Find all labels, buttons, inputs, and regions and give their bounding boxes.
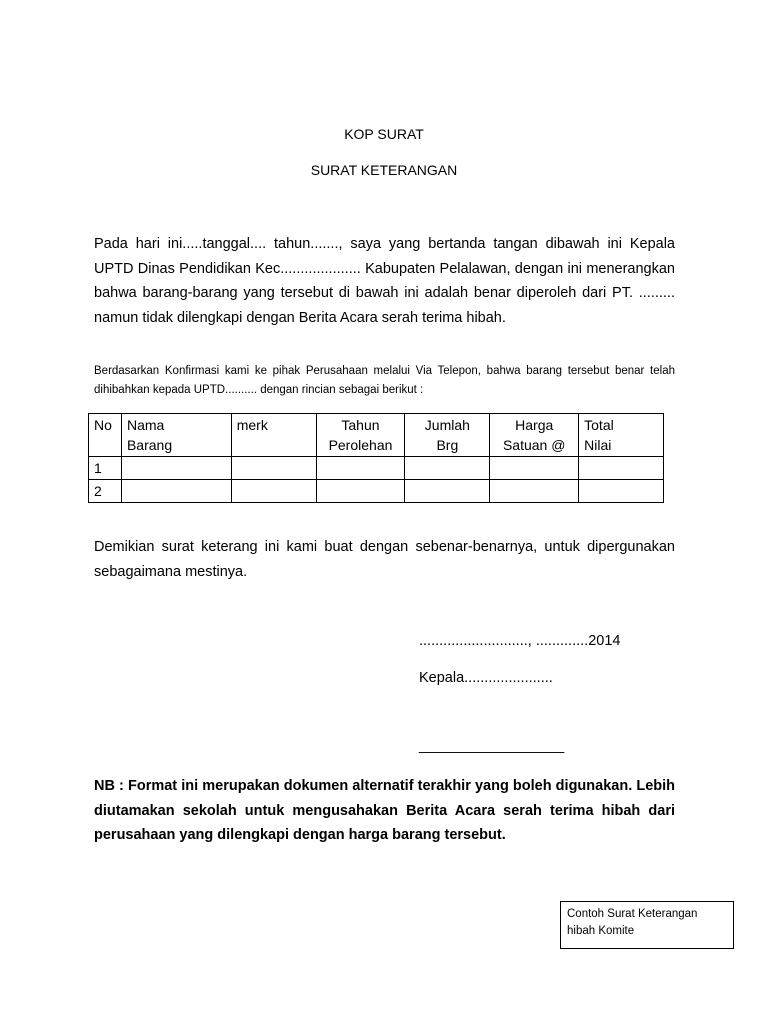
header-cell-jumlah-brg: Jumlah Brg	[405, 414, 490, 457]
table-cell	[490, 457, 579, 480]
header-cell-total-nilai: Total Nilai	[579, 414, 664, 457]
caption-box: Contoh Surat Keterangan hibah Komite	[560, 901, 734, 949]
table-cell	[231, 457, 316, 480]
table-cell	[121, 457, 231, 480]
kop-surat-heading: KOP SURAT	[344, 126, 424, 142]
table-row	[89, 480, 664, 503]
table-cell	[316, 457, 405, 480]
table-cell	[579, 480, 664, 503]
signature-line: __________________	[419, 738, 565, 754]
table-cell	[316, 480, 405, 503]
header-cell-merk: merk	[231, 414, 316, 457]
table-row	[89, 457, 664, 480]
table-cell: 2	[89, 480, 122, 503]
table-cell	[490, 480, 579, 503]
table-header-row	[89, 414, 664, 457]
header-cell-tahun-perolehan: Tahun Perolehan	[316, 414, 405, 457]
items-table	[88, 413, 664, 503]
closing-paragraph: Demikian surat keterang ini kami buat dengan sebenar-benarnya, untuk dipergunakan sebagaimana mestinya.	[94, 539, 675, 580]
header-cell-no: No	[89, 414, 122, 457]
table-cell	[121, 480, 231, 503]
header-cell-nama-barang: Nama Barang	[121, 414, 231, 457]
table-cell	[579, 457, 664, 480]
table-cell	[405, 457, 490, 480]
signature-place-date: ..........................., .............2014	[419, 633, 621, 649]
confirmation-paragraph: Berdasarkan Konfirmasi kami ke pihak Perusahaan melalui Via Telepon, bahwa barang tersebut benar telah dihibahkan kepada UPTD.......... dengan rincian sebagai berikut :	[94, 365, 675, 396]
nb-note: NB : Format ini merupakan dokumen alternatif terakhir yang boleh digunakan. Lebih diutamakan sekolah untuk mengusahakan Berita Acara serah terima hibah dari perusahaan yang dilengkapi dengan harga barang tersebut.	[94, 778, 675, 843]
document-title: SURAT KETERANGAN	[310, 162, 458, 178]
opening-paragraph: Pada hari ini.....tanggal.... tahun......., saya yang bertanda tangan dibawah ini Kepala UPTD Dinas Pendidikan Kec.................... Kabupaten Pelalawan, dengan ini menerangkan bahwa barang-barang yang tersebut di bawah ini adalah benar diperoleh dari PT. ......... namun tidak dilengkapi dengan Berita Acara serah terima hibah.	[94, 236, 675, 326]
header-cell-harga-satuan: Harga Satuan @	[490, 414, 579, 457]
table-cell	[231, 480, 316, 503]
table-cell	[405, 480, 490, 503]
signature-position: Kepala......................	[419, 670, 553, 686]
table-cell: 1	[89, 457, 122, 480]
